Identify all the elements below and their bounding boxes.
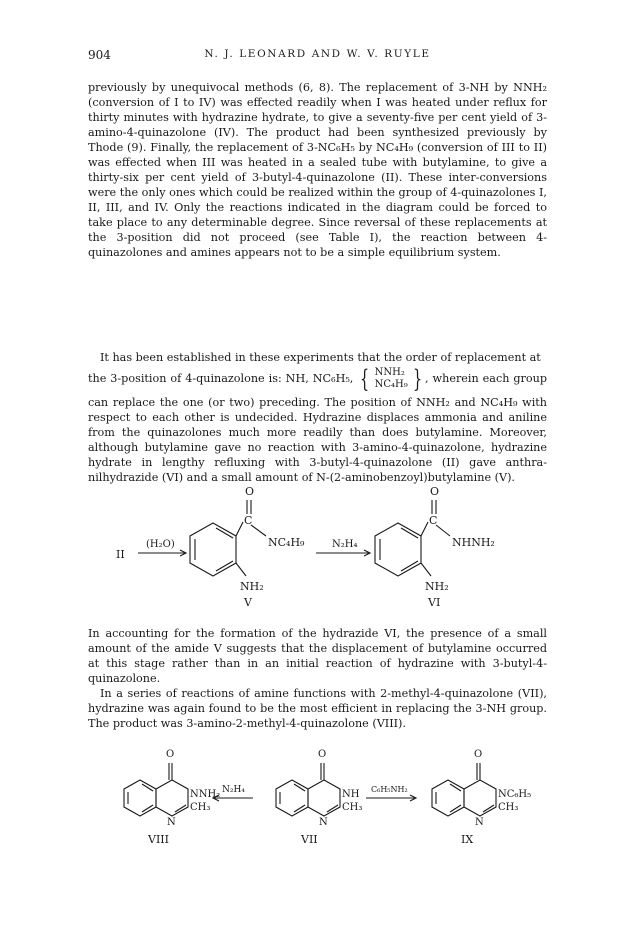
reaction-scheme-2 — [88, 735, 547, 855]
cmpdVI-oxygen: O — [430, 485, 440, 498]
cmpdV-substituent: NC₄H₉ — [268, 536, 305, 549]
right-brace: } — [412, 365, 422, 393]
cmpdVI-label: VI — [428, 596, 441, 609]
cmpdVII-methyl: CH₃ — [342, 802, 363, 813]
paragraph-1: previously by unequivocal methods (6, 8). The replacement of 3-NH by NNH₂ (conversion of I to IV) was effected readily when I was heated under reflux for thirty minutes with hydrazine hydrate, to give a seventy-five per cent yield of 3-amino-4-quinazolone (IV). The product had been synthesized previously by Thode (9). Finally, the replacement of 3-NC₆H₅ by NC₄H₉ (conversion of III to II) was effected when III was heated in a sealed tube with butylamine, to give a thirty-six per cent yield of 3-butyl-4-quinazolone (II). These inter-conversions were the only ones which could be realized within the group of 4-quinazolones I, II, III, and IV. Only the reactions indicated in the diagram could be forced to take place to any determinable degree. Since reversal of these replacements at the 3-position did not proceed (see Table I), the reaction between 4-quinazolones and amines appears not to be a simple equilibrium system. — [88, 81, 547, 259]
cmpdVI-amino: NH₂ — [425, 580, 449, 593]
running-head: N. J. LEONARD AND W. V. RUYLE — [204, 48, 431, 60]
left-brace: { — [360, 365, 370, 393]
order-text-post: , wherein each group — [425, 372, 547, 385]
paragraph-3: In accounting for the formation of the hydrazide VI, the presence of a small amount of the amide V suggests that the displacement of butylamine occurred at this stage rather than in an initial reaction of hydrazine with 3-butyl-4-quinazolone. — [88, 627, 547, 685]
scheme2-reagent-right: C₆H₅NH₂ — [371, 785, 408, 794]
cmpdV-amino: NH₂ — [240, 580, 264, 593]
scheme1-start-label: II — [116, 548, 125, 561]
paragraph-2-line-1: It has been established in these experiments that the order of replacement at — [100, 351, 541, 364]
scheme2-reagent-left: N₂H₄ — [222, 785, 245, 795]
cmpdIX-substituent: NC₆H₅ — [498, 789, 532, 800]
cmpdVI-carbon: C — [429, 514, 438, 527]
cmpdV-oxygen: O — [245, 485, 255, 498]
cmpdIX-oxygen: O — [474, 749, 483, 760]
scheme1-reagent-1: (H₂O) — [146, 539, 175, 550]
cmpdVI-substituent: NHNH₂ — [452, 536, 495, 549]
brace-top: NNH₂ — [374, 367, 405, 378]
page-header — [88, 48, 547, 66]
cmpdVII-label: VII — [301, 833, 318, 846]
cmpdVII-substituent: NH — [342, 789, 360, 800]
cmpdIX-methyl: CH₃ — [498, 802, 519, 813]
cmpdVIII-ring-n: N — [167, 817, 176, 828]
cmpdV-carbon: C — [244, 514, 253, 527]
cmpdVIII-methyl: CH₃ — [190, 802, 211, 813]
order-brace-group — [357, 367, 425, 391]
cmpdVII-oxygen: O — [318, 749, 327, 760]
cmpdVIII-label: VIII — [148, 833, 169, 846]
paragraph-2-order-line — [88, 367, 547, 391]
brace-bottom: NC₄H₉ — [374, 379, 408, 390]
cmpdVIII-oxygen: O — [166, 749, 175, 760]
brace-stack — [375, 367, 408, 391]
cmpdVIII-substituent: NNH₂ — [190, 789, 221, 800]
cmpdIX-ring-n: N — [475, 817, 484, 828]
cmpdVII-ring-n: N — [319, 817, 328, 828]
order-text-pre: the 3-position of 4-quinazolone is: NH, NC₆H₅, — [88, 372, 354, 385]
cmpdV-label: V — [244, 596, 252, 609]
scheme1-reagent-2: N₂H₄ — [332, 539, 358, 550]
paragraph-2-rest: can replace the one (or two) preceding. The position of NNH₂ and NC₄H₉ with respect to each other is undecided. Hydrazine displaces ammonia and aniline from the quinazolones much more readily than does butylamine. Moreover, although butylamine gave no reaction with 3-amino-4-quinazolone, hydrazine hydrate in lengthy refluxing with 3-butyl-4-quinazolone (II) gave anthra-nilhydrazide (VI) and a small amount of N-(2-aminobenzoyl)butylamine (V). — [88, 396, 547, 484]
reaction-scheme-1 — [88, 478, 547, 618]
paragraph-4: In a series of reactions of amine functions with 2-methyl-4-quinazolone (VII), hydrazine was again found to be the most efficient in replacing the 3-NH group. The product was 3-amino-2-methyl-4-quinazolone (VIII). — [88, 687, 547, 730]
page-number: 904 — [88, 48, 111, 62]
cmpdIX-label: IX — [461, 833, 474, 846]
